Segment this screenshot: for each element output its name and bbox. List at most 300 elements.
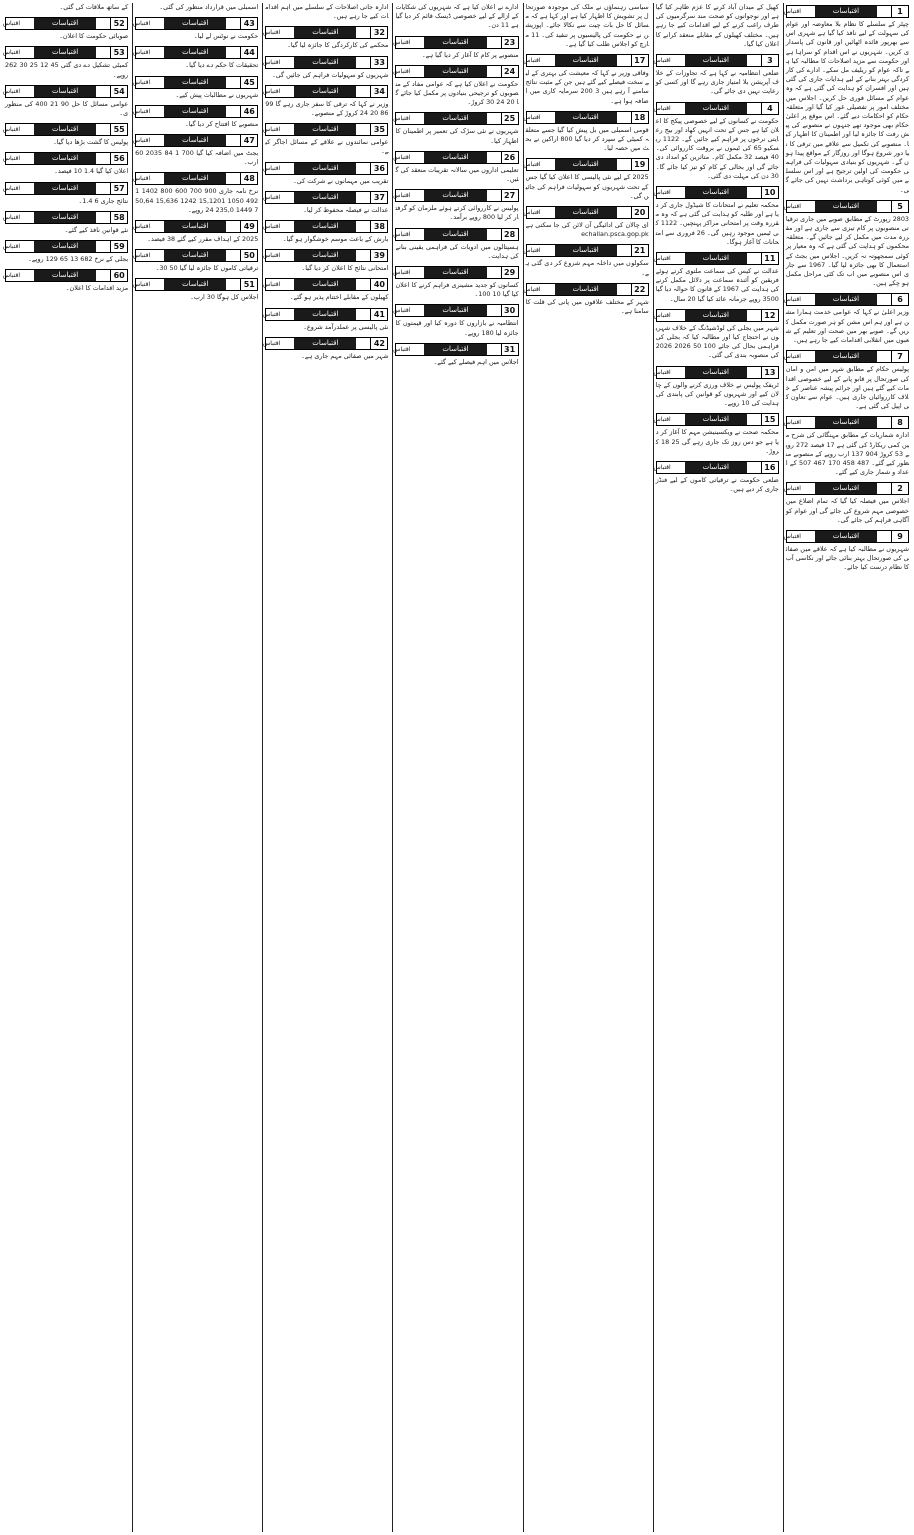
item-body: ادارہ جاتی اصلاحات کے سلسلے میں اہم اقدامات کیے جا رہے ہیں۔ <box>265 3 389 21</box>
item-body: حکومت نے نوٹس لے لیا۔ <box>193 32 259 41</box>
item-body: شہریوں کو سہولیات فراہم کی جائیں گی۔ <box>271 70 389 79</box>
item-body: شہریوں نے مطالبات پیش کیے۔ <box>175 90 259 99</box>
news-item <box>523 281 649 316</box>
item-tag: اقتباس <box>262 281 281 289</box>
item-tag: اقتباس <box>262 193 281 201</box>
item-tag: اقتباس <box>783 485 801 493</box>
news-item <box>132 74 259 100</box>
item-header <box>5 211 128 224</box>
item-header <box>653 413 779 426</box>
item-number: 16 <box>761 462 778 473</box>
item-body: منصوبے کا افتتاح کر دیا گیا۔ <box>184 119 259 128</box>
item-header <box>395 189 518 202</box>
item-body: شہر کے مختلف علاقوں میں پانی کی قلت کا سامنا ہے۔ <box>525 297 649 316</box>
item-body: پولیس حکام کے مطابق شہر میں امن و امان کی صورتحال پر قابو پانے کے لیے خصوصی اقدامات کیے گئے ہیں اور جرائم پیشہ عناصر کے خلاف کارروائیاں جاری ہیں۔ عوام سے تعاون کی اپیل کی گئی ہے۔ <box>785 365 909 411</box>
news-item <box>656 3 779 49</box>
item-title: اقتباسات <box>815 294 877 305</box>
item-header <box>395 228 518 241</box>
item-title: اقتباسات <box>34 270 96 281</box>
item-tag: اقتباس <box>393 67 411 75</box>
item-header <box>783 293 909 306</box>
news-item <box>5 3 128 12</box>
news-column <box>783 3 911 1532</box>
item-title: اقتباسات <box>815 483 877 494</box>
item-number: 43 <box>240 18 257 29</box>
item-number: 38 <box>370 221 387 232</box>
news-item <box>783 291 909 345</box>
item-header <box>5 152 128 165</box>
item-title: اقتباسات <box>34 124 96 135</box>
item-header <box>5 123 128 136</box>
item-title: اقتباسات <box>164 279 226 290</box>
news-item <box>653 52 779 97</box>
item-number: 51 <box>240 279 257 290</box>
item-title: اقتباسات <box>555 207 617 218</box>
item-title: اقتباسات <box>164 135 226 146</box>
item-body: وزیر اعلیٰ نے کہا کہ عوامی خدمت ہمارا مشن ہے اور ہم اس مشن کو ہر صورت مکمل کریں گے۔ صوبے بھر میں صحت اور تعلیم کے شعبوں میں انقلابی اقدامات کیے جا رہے ہیں۔ <box>785 308 909 345</box>
item-body: ہسپتالوں میں ادویات کی فراہمی یقینی بنانے کی ہدایت۔ <box>395 242 519 260</box>
news-item <box>262 218 389 244</box>
item-header <box>132 220 258 233</box>
item-tag: اقتباس <box>3 184 21 192</box>
item-tag: اقتباس <box>653 189 671 197</box>
item-tag: اقتباس <box>262 58 281 66</box>
item-header <box>132 46 258 59</box>
news-item <box>395 34 518 60</box>
item-body: شہریوں نے مطالبہ کیا ہے کہ علاقے میں صفائی کی صورتحال بہتر بنائی جائے اور نکاسی آب کا نظام درست کیا جائے۔ <box>785 544 909 572</box>
news-item <box>5 209 128 235</box>
news-item <box>653 459 779 494</box>
item-number: 40 <box>370 279 387 290</box>
item-number: 9 <box>891 531 908 542</box>
item-number: 42 <box>370 338 387 349</box>
item-header <box>395 266 518 279</box>
item-number: 29 <box>501 267 518 278</box>
item-header <box>523 111 649 124</box>
item-body: نتائج جاری 6 1.4۔ <box>78 196 129 205</box>
item-body: محکمے کی کارکردگی کا جائزہ لیا گیا۔ <box>287 41 389 50</box>
item-title: اقتباسات <box>164 18 226 29</box>
item-tag: اقتباس <box>393 153 411 161</box>
news-item <box>395 3 518 31</box>
item-number: 41 <box>370 309 387 320</box>
news-column <box>523 3 651 1532</box>
item-title: اقتباسات <box>164 106 226 117</box>
news-item <box>5 238 128 264</box>
item-title: اقتباسات <box>815 531 877 542</box>
news-item <box>523 242 649 277</box>
item-number: 2 <box>891 483 908 494</box>
item-number: 1 <box>891 6 908 17</box>
item-number: 60 <box>110 270 127 281</box>
item-tag: اقتباس <box>393 115 411 123</box>
item-body: بجلی کے نرخ 682 13 65 129 روپے۔ <box>28 255 129 264</box>
news-item <box>262 335 389 361</box>
item-tag: اقتباس <box>393 230 411 238</box>
item-tag: اقتباس <box>262 339 281 347</box>
news-column <box>392 3 520 1532</box>
item-number: 47 <box>240 135 257 146</box>
item-body: پولیس نے کارروائی کرتے ہوئے ملزمان کو گرفتار کر لیا 800 روپے برآمد۔ <box>395 204 519 222</box>
item-title: اقتباسات <box>685 367 747 378</box>
item-body: حکومت نے کسانوں کے لیے خصوصی پیکج کا اعلان کیا ہے جس کے تحت انہیں کھاد اور بیج رعایتی نرخوں پر فراہم کیے جائیں گے۔ 1122 ریسکیو 65 کی ٹیموں نے بروقت کارروائی کی۔ 40 فیصد 32 مکمل کام۔ متاثرین کو امداد دی جائے گی اور بحالی کے کام کو تیز کیا جائے گا۔ 30 دن کی مہلت دی گئی۔ <box>655 116 779 180</box>
news-item <box>523 109 649 154</box>
news-item <box>5 180 128 206</box>
news-item <box>783 528 909 573</box>
item-header <box>5 240 128 253</box>
item-body: 2025 کے لیے نئی پالیسی کا اعلان کیا گیا جس کے تحت شہریوں کو سہولیات فراہم کی جائیں گی۔ <box>525 173 649 200</box>
item-header <box>262 85 388 98</box>
news-item <box>132 247 259 273</box>
item-body: کمیٹی تشکیل دے دی گئی 45 12 25 30 262 روپے۔ <box>5 61 129 79</box>
item-title: اقتباسات <box>34 183 96 194</box>
item-header <box>783 5 909 18</box>
item-header <box>523 206 649 219</box>
item-number: 39 <box>370 250 387 261</box>
news-item <box>132 218 259 244</box>
item-tag: اقتباس <box>523 113 541 121</box>
news-item <box>5 267 128 293</box>
news-item <box>132 44 259 70</box>
item-title: اقتباسات <box>34 86 96 97</box>
item-title: اقتباسات <box>424 344 486 355</box>
item-number: 44 <box>240 47 257 58</box>
item-header <box>653 54 779 67</box>
news-item <box>5 83 128 118</box>
item-title: اقتباسات <box>555 112 617 123</box>
item-tag: اقتباس <box>783 353 801 361</box>
item-tag: اقتباس <box>783 296 801 304</box>
item-header <box>653 186 779 199</box>
item-tag: اقتباس <box>3 213 21 221</box>
item-header <box>262 162 388 175</box>
item-number: 46 <box>240 106 257 117</box>
item-number: 8 <box>891 417 908 428</box>
item-tag: اقتباس <box>3 272 21 280</box>
item-title: اقتباسات <box>294 124 356 135</box>
news-column <box>262 3 390 1532</box>
item-title: اقتباسات <box>294 338 356 349</box>
item-header <box>5 46 128 59</box>
item-header <box>783 350 909 363</box>
item-tag: اقتباس <box>783 202 801 210</box>
news-item <box>262 160 389 186</box>
item-header <box>395 112 518 125</box>
item-body: امتحانی نتائج کا اعلان کر دیا گیا۔ <box>301 264 389 273</box>
item-body: عوامی نمائندوں نے علاقے کے مسائل اجاگر کیے۔ <box>265 138 389 156</box>
item-body: بجٹ میں اضافہ کیا گیا 700 1 84 2035 60 ارب۔ <box>135 149 259 167</box>
item-header <box>5 269 128 282</box>
item-header <box>132 105 258 118</box>
item-tag: اقتباس <box>393 269 411 277</box>
item-number: 30 <box>501 305 518 316</box>
item-title: اقتباسات <box>424 66 486 77</box>
item-number: 31 <box>501 344 518 355</box>
news-item <box>783 480 909 525</box>
item-header <box>262 220 388 233</box>
item-body: تحقیقات کا حکم دے دیا گیا۔ <box>185 61 259 70</box>
item-title: اقتباسات <box>555 159 617 170</box>
item-body: حکومت نے اعلان کیا ہے کہ عوامی مفاد کے منصوبوں کو ترجیحی بنیادوں پر مکمل کیا جائے گا 20 24 30 کروڑ۔ <box>395 79 519 107</box>
item-body: محکمہ صحت نے ویکسینیشن مہم کا آغاز کر دیا ہے جو دس روز تک جاری رہے گی 25 18 کروڑ۔ <box>655 428 779 455</box>
item-header <box>132 17 258 30</box>
item-tag: اقتباس <box>523 285 541 293</box>
item-title: اقتباسات <box>424 37 486 48</box>
item-number: 59 <box>110 241 127 252</box>
item-number: 11 <box>761 253 778 264</box>
item-tag: اقتباس <box>523 161 541 169</box>
item-header <box>262 191 388 204</box>
item-number: 49 <box>240 221 257 232</box>
item-tag: اقتباس <box>653 416 671 424</box>
item-number: 55 <box>110 124 127 135</box>
item-tag: اقتباس <box>132 137 151 145</box>
item-tag: اقتباس <box>132 49 151 57</box>
item-header <box>523 244 649 257</box>
item-title: اقتباسات <box>164 47 226 58</box>
item-body: نئے قوانین نافذ کیے گئے۔ <box>64 225 129 234</box>
item-body: ضلعی حکومت نے ترقیاتی کاموں کے لیے فنڈز جاری کر دیے ہیں۔ <box>655 475 779 494</box>
item-body: ادارے نے اعلان کیا ہے کہ شہریوں کی شکایات کے ازالے کے لیے خصوصی ڈیسک قائم کر دیا گیا ہے 11 دن۔ <box>395 3 519 30</box>
item-body: تعلیمی اداروں میں سالانہ تقریبات منعقد کی گئیں۔ <box>395 165 519 184</box>
item-title: اقتباسات <box>815 351 877 362</box>
item-tag: اقتباس <box>653 311 671 319</box>
item-header <box>262 26 388 39</box>
item-body: 2803 رپورٹ کے مطابق صوبے میں جاری ترقیاتی منصوبوں پر کام تیزی سے جاری ہے اور مقررہ مدت میں مکمل کر لیے جائیں گے۔ متعلقہ محکموں کو ہدایت کی گئی ہے کہ وہ معیار پر کوئی سمجھوتہ نہ کریں۔ اجلاس میں بجٹ کے استعمال کا بھی جائزہ لیا گیا۔ 1967 سے جاری اس منصوبے میں اب تک کئی مراحل مکمل ہو چکے ہیں۔ <box>785 214 909 288</box>
item-title: اقتباسات <box>815 201 877 212</box>
item-tag: اقتباس <box>262 126 281 134</box>
item-number: 27 <box>501 190 518 201</box>
item-number: 18 <box>631 112 648 123</box>
item-header <box>395 343 518 356</box>
item-body: نرخ نامہ جاری 900 700 600 800 1402 1492 1050 15,1201 1242 15,636 50,647 1449 235,0 24 روپے۔ <box>135 187 259 214</box>
item-header <box>132 172 258 185</box>
item-number: 36 <box>370 163 387 174</box>
item-number: 34 <box>370 86 387 97</box>
item-tag: اقتباس <box>262 310 281 318</box>
item-header <box>523 54 649 67</box>
item-title: اقتباسات <box>685 103 747 114</box>
item-header <box>653 102 779 115</box>
news-item <box>395 110 518 145</box>
item-header <box>653 252 779 265</box>
item-title: اقتباسات <box>685 462 747 473</box>
item-header <box>262 337 388 350</box>
item-body: محکمہ تعلیم نے امتحانات کا شیڈول جاری کر دیا ہے اور طلبہ کو ہدایت کی گئی ہے کہ وہ مقررہ وقت پر امتحانی مراکز پہنچیں۔ 1122 کی ٹیمیں موجود رہیں گی۔ 26 فروری سے امتحانات کا آغاز ہوگا۔ <box>655 201 779 246</box>
news-item <box>783 414 909 477</box>
item-title: اقتباسات <box>424 152 486 163</box>
item-tag: اقتباس <box>3 126 21 134</box>
item-header <box>262 278 388 291</box>
item-tag: اقتباس <box>3 20 21 28</box>
item-body: شہر میں صفائی مہم جاری ہے۔ <box>301 351 389 360</box>
news-column <box>653 3 781 1532</box>
news-item <box>262 306 389 332</box>
news-item <box>395 63 518 108</box>
news-item <box>135 3 258 12</box>
item-title: اقتباسات <box>294 163 356 174</box>
item-title: اقتباسات <box>34 47 96 58</box>
news-item <box>653 100 779 181</box>
item-body: ٹریفک پولیس نے خلاف ورزی کرنے والوں کے چالان کیے اور شہریوں کو قوانین کی پابندی کی ہدایت کی 10 روپے۔ <box>655 380 779 408</box>
item-number: 48 <box>240 173 257 184</box>
item-number: 28 <box>501 229 518 240</box>
item-body: عدالت نے فیصلہ محفوظ کر لیا۔ <box>303 205 389 214</box>
news-column <box>3 3 130 1532</box>
item-header <box>262 56 388 69</box>
item-header <box>653 309 779 322</box>
item-header <box>523 283 649 296</box>
item-title: اقتباسات <box>34 153 96 164</box>
item-number: 23 <box>501 37 518 48</box>
item-number: 25 <box>501 113 518 124</box>
news-item <box>523 156 649 201</box>
item-number: 17 <box>631 55 648 66</box>
item-body: اسمبلی میں قرارداد منظور کی گئی۔ <box>159 3 259 11</box>
item-title: اقتباسات <box>685 55 747 66</box>
news-item <box>395 149 518 184</box>
news-item <box>523 52 649 106</box>
news-item <box>395 226 518 261</box>
news-item <box>5 150 128 176</box>
item-number: 32 <box>370 27 387 38</box>
item-title: اقتباسات <box>294 221 356 232</box>
item-header <box>395 36 518 49</box>
news-item <box>262 54 389 80</box>
item-title: اقتباسات <box>685 253 747 264</box>
item-body: ترقیاتی کاموں کا جائزہ لیا گیا 50 30۔ <box>155 264 259 273</box>
item-number: 5 <box>891 201 908 212</box>
item-tag: اقتباس <box>262 87 281 95</box>
item-body: اجلاس میں فیصلہ کیا گیا کہ تمام اضلاع میں خصوصی مہم شروع کی جائے گی اور عوام کو آگاہی فراہم کی جائے گی۔ <box>785 497 909 524</box>
item-title: اقتباسات <box>164 77 226 88</box>
item-body: بارش کے باعث موسم خوشگوار ہو گیا۔ <box>282 235 389 244</box>
item-title: اقتباسات <box>294 27 356 38</box>
item-header <box>783 416 909 429</box>
news-item <box>653 307 779 361</box>
item-title: اقتباسات <box>294 57 356 68</box>
news-item <box>132 15 259 41</box>
item-tag: اقتباس <box>262 29 281 37</box>
item-body: ادارہ شماریات کے مطابق مہنگائی کی شرح میں کمی ریکارڈ کی گئی ہے 17 فیصد 272 روپے 53 کروڑ 904 137 ارب روپے کے منصوبے منظور کیے گئے۔ 487 458 170 467 507 کے اعداد و شمار جاری کیے گئے۔ <box>785 431 909 477</box>
item-body: منصوبے پر کام کا آغاز کر دیا گیا ہے۔ <box>421 50 519 59</box>
item-header <box>5 17 128 30</box>
item-tag: اقتباس <box>132 223 151 231</box>
item-body: مزید اقدامات کا اعلان۔ <box>65 284 129 293</box>
item-number: 12 <box>761 310 778 321</box>
news-column <box>132 3 260 1532</box>
news-item <box>5 15 128 41</box>
item-body: 2025 کے اہداف مقرر کیے گئے 38 فیصد۔ <box>147 235 259 244</box>
item-tag: اقتباس <box>132 107 151 115</box>
item-title: اقتباسات <box>34 241 96 252</box>
item-header <box>653 461 779 474</box>
item-body: نئی پالیسی پر عملدرآمد شروع۔ <box>303 322 389 331</box>
item-tag: اقتباس <box>783 8 801 15</box>
item-tag: اقتباس <box>132 78 151 86</box>
item-title: اقتباسات <box>555 284 617 295</box>
item-number: 7 <box>891 351 908 362</box>
item-tag: اقتباس <box>653 255 671 263</box>
item-header <box>132 76 258 89</box>
item-header <box>132 134 258 147</box>
item-number: 24 <box>501 66 518 77</box>
item-body: اجلاس میں اہم فیصلے کیے گئے۔ <box>433 357 519 366</box>
item-number: 52 <box>110 18 127 29</box>
item-tag: اقتباس <box>3 155 21 163</box>
item-body: انتظامیہ نے بازاروں کا دورہ کیا اور قیمتوں کا جائزہ لیا 180 روپے۔ <box>395 319 519 337</box>
item-header <box>5 182 128 195</box>
item-tag: اقتباس <box>653 463 671 471</box>
news-item <box>395 302 518 337</box>
item-body: پولیس کا گشت بڑھا دیا گیا۔ <box>53 138 129 147</box>
item-tag: اقتباس <box>3 243 21 251</box>
news-item <box>132 103 259 129</box>
item-body: تقریب میں مہمانوں نے شرکت کی۔ <box>293 176 389 185</box>
item-body: کے ساتھ ملاقات کی گئی۔ <box>59 3 129 11</box>
news-item <box>262 276 389 302</box>
item-title: اقتباسات <box>815 417 877 428</box>
item-title: اقتباسات <box>685 414 747 425</box>
item-number: 19 <box>631 159 648 170</box>
item-title: اقتباسات <box>164 250 226 261</box>
news-item <box>132 276 259 302</box>
item-title: اقتباسات <box>34 18 96 29</box>
item-number: 13 <box>761 367 778 378</box>
item-title: اقتباسات <box>424 229 486 240</box>
news-item <box>783 3 909 195</box>
item-number: 57 <box>110 183 127 194</box>
item-number: 21 <box>631 245 648 256</box>
item-body: قومی اسمبلی میں بل پیش کیا گیا جسے متعلقہ کمیٹی کے سپرد کر دیا گیا 800 اراکین نے بحث میں حصہ لیا۔ <box>525 125 649 153</box>
news-item <box>653 250 779 304</box>
news-item <box>395 187 518 222</box>
news-item <box>783 198 909 289</box>
item-number: 45 <box>240 77 257 88</box>
item-body: اعلان کیا گیا 1.4 10 فیصد۔ <box>54 167 129 176</box>
item-title: اقتباسات <box>294 86 356 97</box>
item-tag: اقتباس <box>132 175 151 183</box>
item-body: کھیل کے میدان آباد کرنے کا عزم ظاہر کیا گیا ہے اور نوجوانوں کو صحت مند سرگرمیوں کی طرف راغب کرنے کے لیے اقدامات کیے جا رہے ہیں۔ مختلف کھیلوں کے مقابلے منعقد کرانے کا اعلان کیا گیا۔ <box>655 3 779 48</box>
item-tag: اقتباس <box>132 281 151 289</box>
item-tag: اقتباس <box>393 192 411 200</box>
item-number: 54 <box>110 86 127 97</box>
item-body: شہر میں بجلی کی لوڈشیڈنگ کے خلاف شہریوں نے احتجاج کیا اور مطالبہ کیا کہ بجلی کی فراہمی بحال کی جائے 100 50 2026 2026 کی منصوبہ بندی کی گئی۔ <box>655 323 779 360</box>
item-number: 37 <box>370 192 387 203</box>
item-title: اقتباسات <box>164 173 226 184</box>
item-tag: اقتباس <box>3 87 21 95</box>
item-title: اقتباسات <box>424 267 486 278</box>
item-tag: اقتباس <box>653 368 671 376</box>
item-tag: اقتباس <box>783 419 801 427</box>
item-tag: اقتباس <box>523 57 541 65</box>
item-header <box>132 249 258 262</box>
news-item <box>5 121 128 147</box>
item-number: 58 <box>110 212 127 223</box>
item-header <box>783 482 909 495</box>
item-body: اجلاس کل ہوگا 30 ارب۔ <box>190 293 259 302</box>
item-header <box>262 308 388 321</box>
item-title: اقتباسات <box>34 212 96 223</box>
news-item <box>653 364 779 409</box>
item-body: چپٹر کے سلسلے کا نظام بلا معاوضہ اور عوام کی سہولت کے لیے نافذ کیا گیا ہے شہری اس سے بھرپور فائدہ اٹھائیں اور قانون کی پاسداری کریں۔ شہریوں نے اس اقدام کو سراہا ہے اور حکومت سے مزید اصلاحات کا مطالبہ کیا ہے تاکہ عوام کو ریلیف مل سکے۔ ادارے کی کارکردگی بہتر بنانے کے لیے ہدایات جاری کی گئی ہیں اور افسران کو ہدایت کی گئی ہے کہ وہ عوام کے مسائل فوری حل کریں۔ اجلاس میں مختلف امور پر تفصیلی غور کیا گیا اور متعلقہ حکام کو احکامات دیے گئے۔ اس موقع پر اعلیٰ حکام بھی موجود تھے جنہوں نے منصوبے کی پیش رفت کا جائزہ لیا اور اطمینان کا اظہار کیا۔ منصوبے کی تکمیل سے علاقے میں ترقی کا نیا دور شروع ہوگا اور روزگار کے مواقع پیدا ہوں گے۔ شہریوں کو بنیادی سہولیات کی فراہمی حکومت کی اولین ترجیح ہے اور اس سلسلے میں کوئی کوتاہی برداشت نہیں کی جائے گی۔ <box>785 20 909 194</box>
item-tag: اقتباس <box>653 57 671 65</box>
item-title: اقتباسات <box>685 187 747 198</box>
item-title: اقتباسات <box>815 6 877 17</box>
item-number: 6 <box>891 294 908 305</box>
news-item <box>5 44 128 79</box>
item-title: اقتباسات <box>424 305 486 316</box>
